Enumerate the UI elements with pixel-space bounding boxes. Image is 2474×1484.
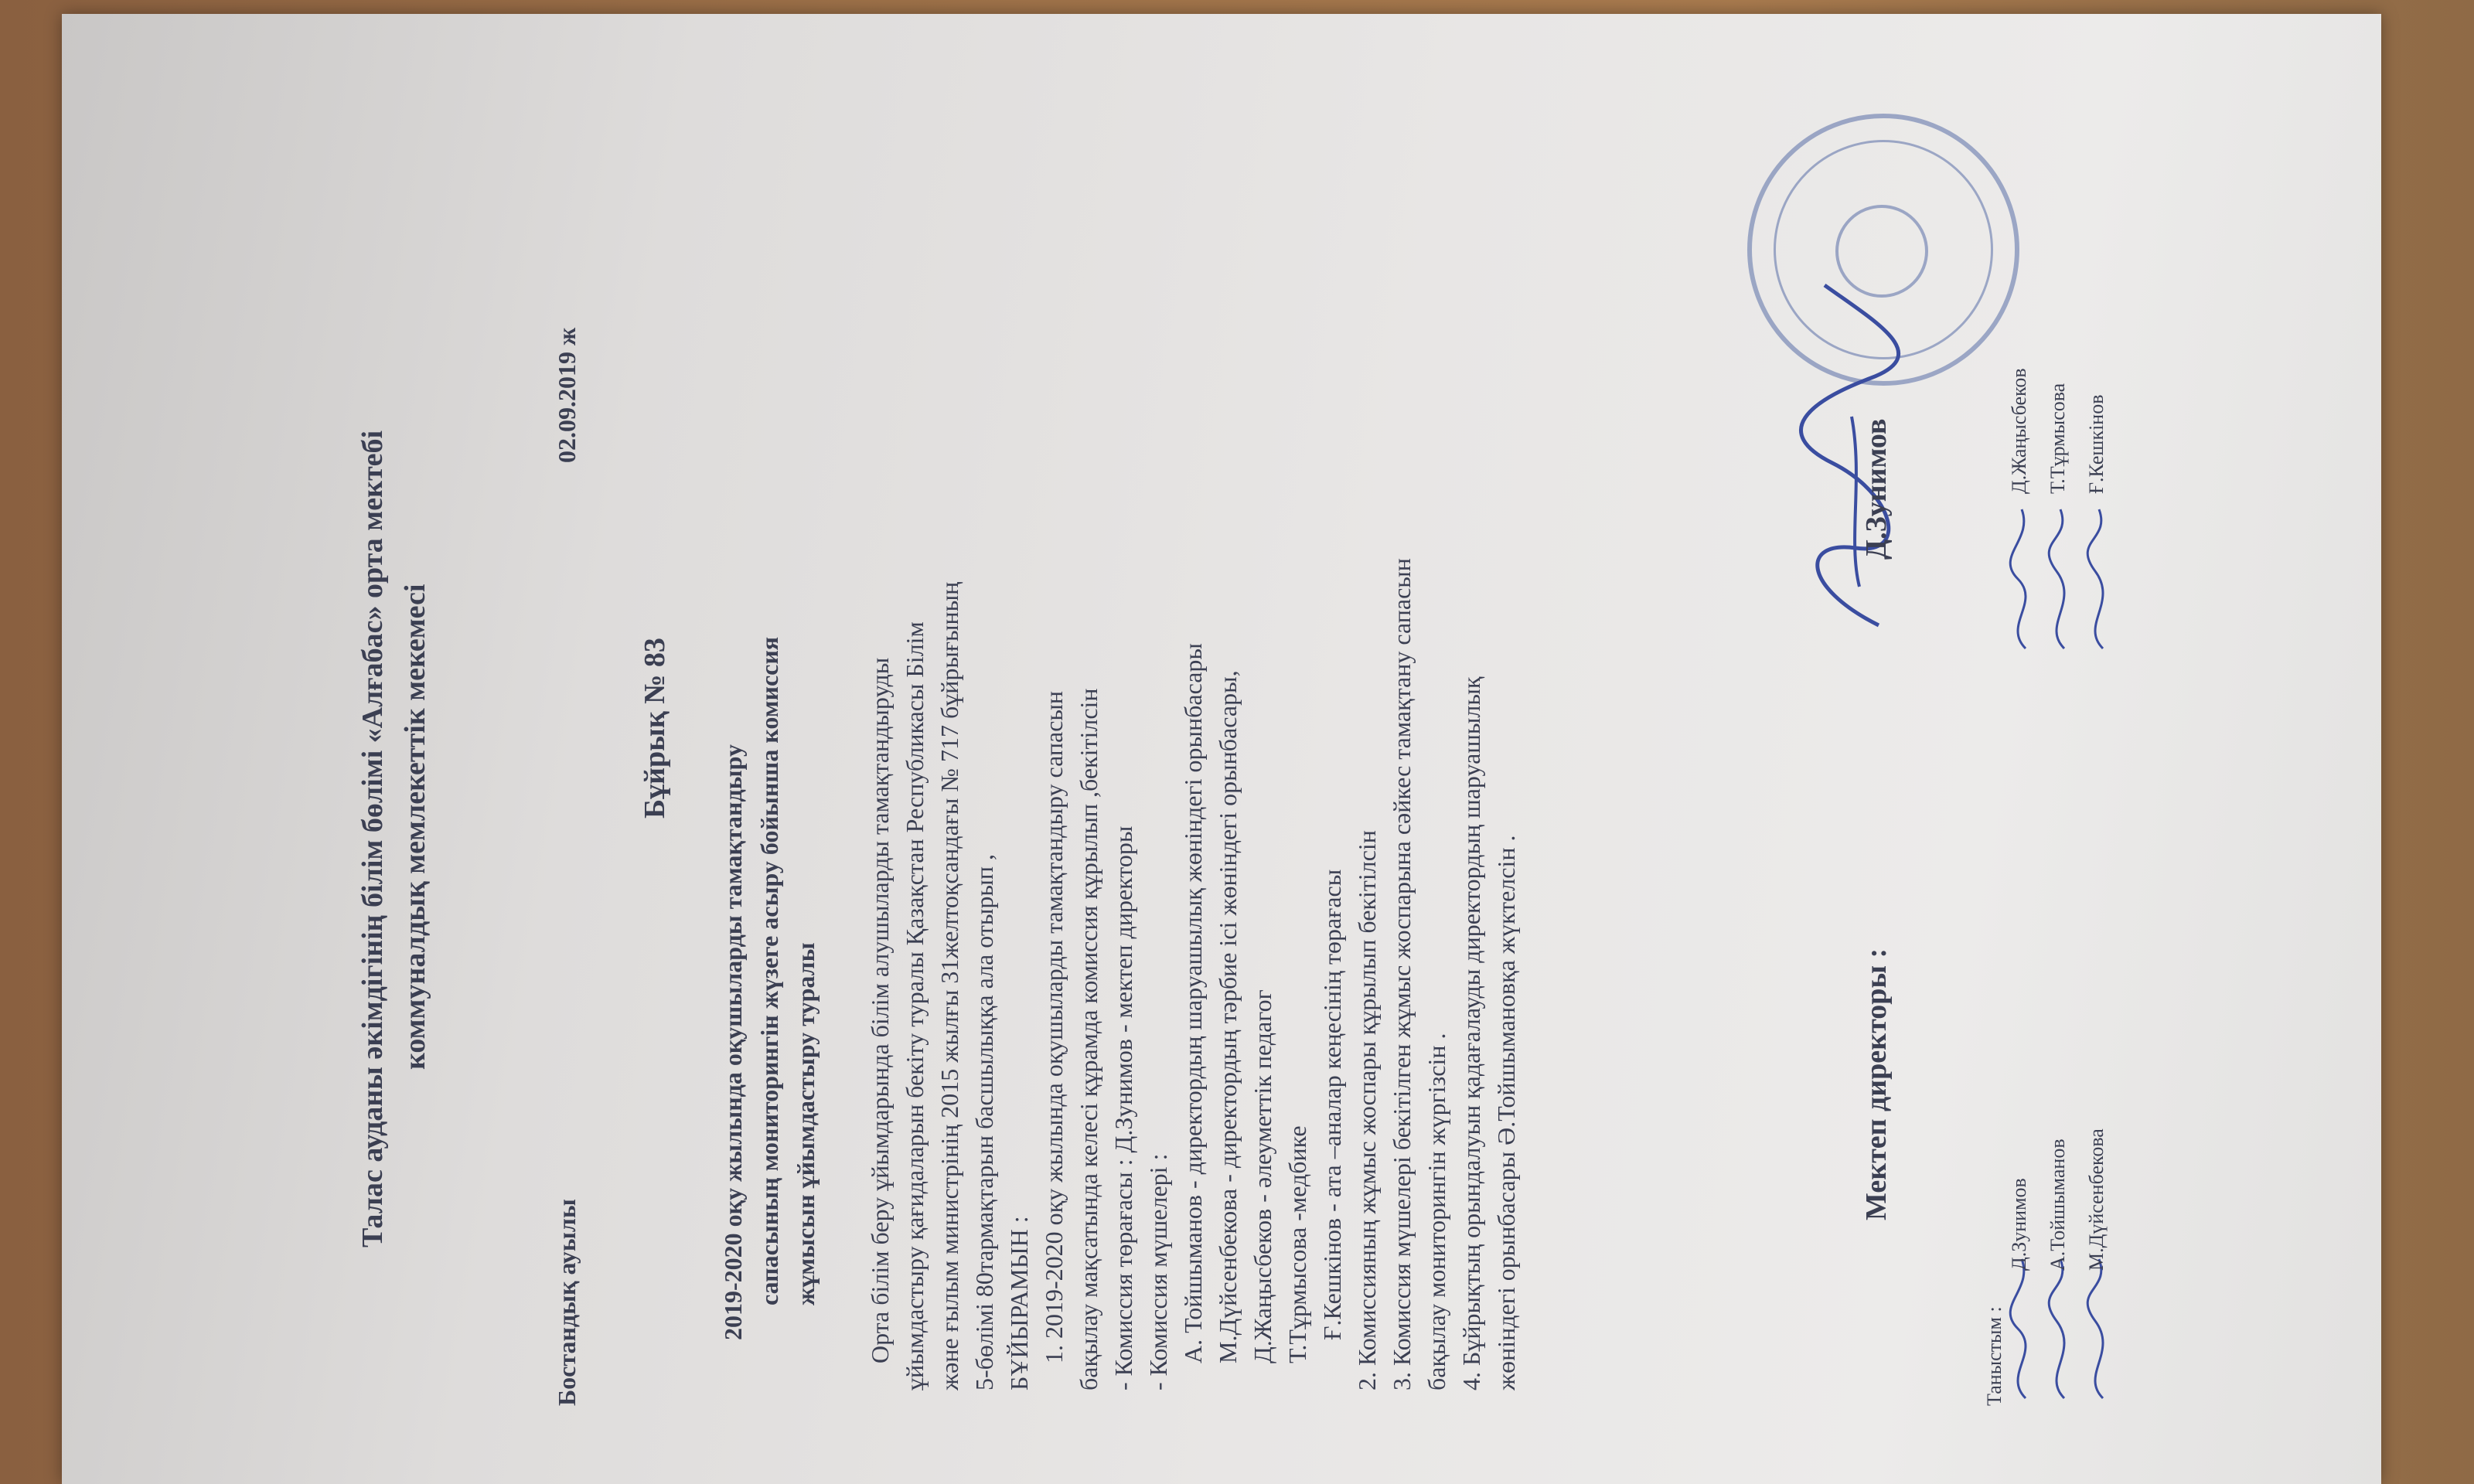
body-line-14: Ғ.Кешкінов - ата –аналар кеңесінің төрағасы: [1318, 869, 1346, 1340]
acquainted-right-1: Д.Жаңысбеков: [2008, 368, 2030, 494]
order-title: Бұйрық № 83: [639, 638, 671, 819]
body-line-12: Д.Жаңысбеков - әлеуметтік педагог: [1249, 989, 1276, 1363]
header-line-1: Талас ауданы әкімдігінің білім бөлімі «Алғабас» орта мектебі: [356, 430, 389, 1247]
subject-line-2: сапасының мониторингін жүзеге асыру бойынша комиссия: [755, 636, 783, 1305]
place-name: Бостандық ауылы: [553, 1199, 581, 1406]
acquainted-left-3: М.Дүйсенбекова: [2085, 1128, 2108, 1271]
body-line-4: 5-бөлімі 80тармақтарын басшылыққа ала отырып ,: [970, 854, 998, 1390]
order-date: 02.09.2019 ж: [553, 327, 581, 463]
body-line-16: 3. Комиссия мүшелері бекітілген жұмыс жоспарына сәйкес тамақтану сапасын: [1388, 558, 1416, 1390]
body-line-2: ұйымдастыру қағидаларын бекіту туралы Қазақстан Республикасы Білім: [901, 621, 929, 1390]
acquainted-left-1: Д.Зунимов: [2008, 1178, 2030, 1271]
acquainted-label: Таныстым :: [1983, 1306, 2005, 1406]
subject-line-1: 2019-2020 оқу жылында оқушыларды тамақтандыру: [719, 744, 747, 1340]
acquainted-right-3: Ғ.Кешкінов: [2085, 394, 2108, 494]
body-line-15: 2. Комиссияның жұмыс жоспары құрылып бекітілсін: [1353, 830, 1381, 1390]
body-line-13: Т.Тұрмысова -медбике: [1283, 1125, 1311, 1363]
subject-line-3: жұмысын ұйымдастыру туралы: [792, 942, 820, 1305]
document-page: [124, 69, 2319, 1429]
body-line-11: М.Дүйсенбекова - директордың тәрбие ісі жөніндегі орынбасары,: [1214, 670, 1242, 1363]
body-line-3: және ғылым министрінің 2015 жылғы 31желтоқсандағы № 717 бұйрығының: [935, 581, 963, 1390]
body-line-17: бақылау мониторингін жүргізсін .: [1423, 1033, 1450, 1390]
body-line-6: 1. 2019-2020 оқу жылында оқушыларды тамақтандыру сапасын: [1040, 690, 1068, 1363]
body-line-9: - Комиссия мүшелері :: [1144, 1153, 1172, 1390]
body-line-10: А. Тойшыманов - директордың шаруашылық жөніндегі орынбасары: [1179, 643, 1207, 1363]
body-line-7: бақылау мақсатында келесі құрамда комиссия құрылып ,бекітілсін: [1075, 688, 1102, 1390]
body-line-18: 4. Бұйрықтың орындалуын қадағалауды директордың шаруашылық: [1457, 676, 1485, 1390]
acquainted-left-2: А.Тойшыманов: [2046, 1139, 2069, 1271]
acquainted-signatures-left: [2002, 1251, 2126, 1406]
body-line-1: Орта білім беру ұйымдарында білім алушыларды тамақтандыруды: [866, 657, 894, 1363]
director-name: Д.Зунимов: [1860, 418, 1893, 560]
acquainted-right-2: Т.Тұрмысова: [2046, 383, 2069, 494]
body-line-19: жөніндегі орынбасары Ә.Тойшымановқа жүктелсін .: [1492, 835, 1520, 1390]
body-line-8: - Комиссия төрағасы : Д.Зунимов - мектеп директоры: [1109, 825, 1137, 1390]
paper-sheet: [62, 14, 2381, 1484]
acquainted-signatures-right: [2002, 502, 2126, 656]
body-line-5: БҰЙЫРАМЫН :: [1005, 1216, 1033, 1390]
director-label: Мектеп директоры :: [1860, 948, 1893, 1220]
header-line-2: коммуналдық мемлекеттік мекемесі: [399, 584, 431, 1070]
